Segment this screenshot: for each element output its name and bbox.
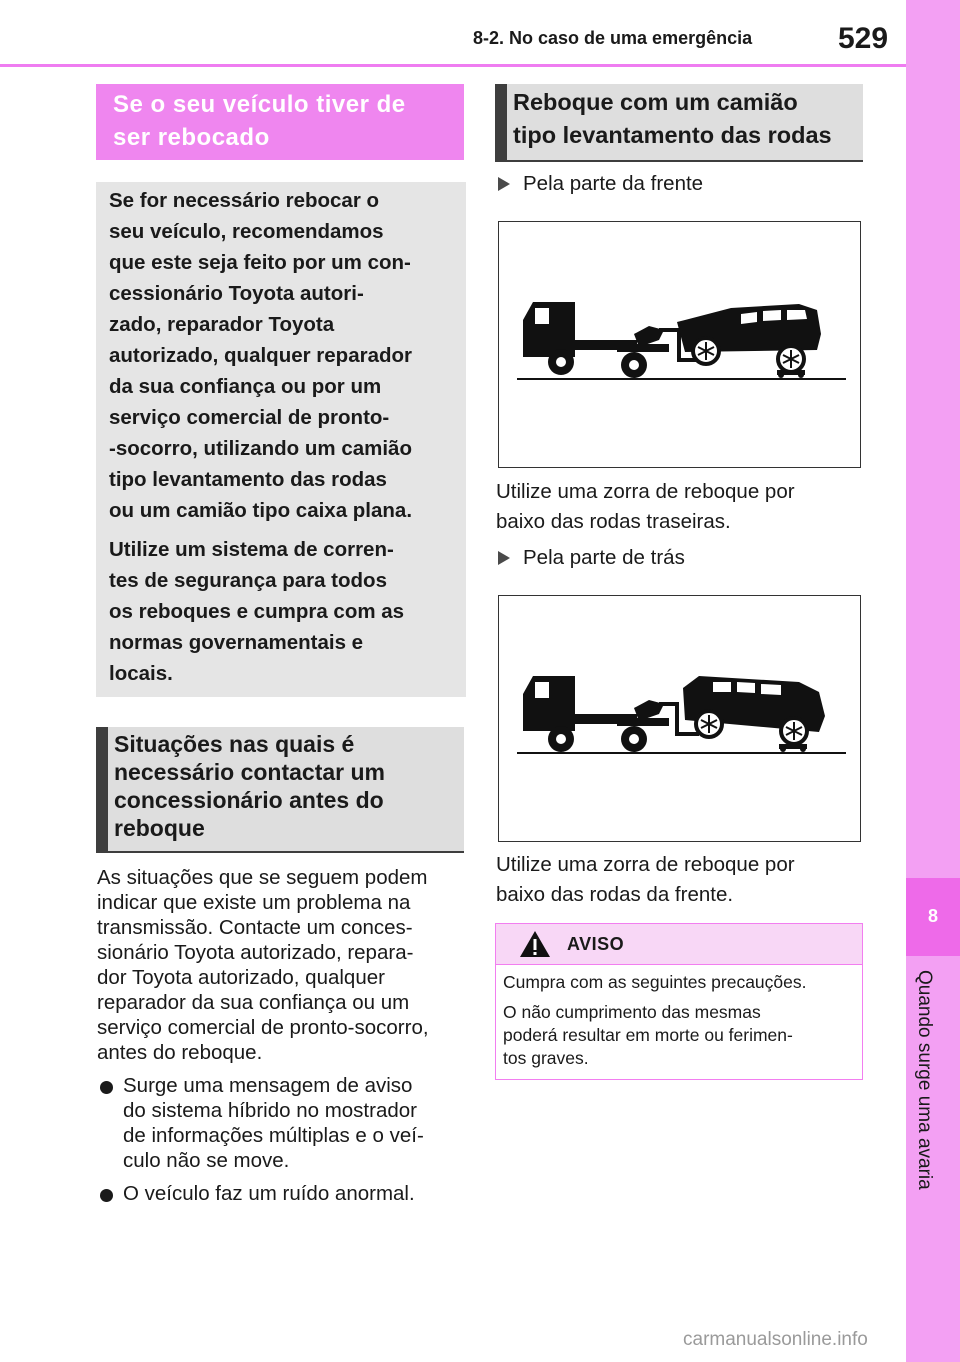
tow-truck-rear-icon <box>499 596 862 843</box>
intro-line: sionário Toyota autorizado, repara- <box>97 941 414 964</box>
situations-heading-line: concessionário antes do <box>114 787 384 813</box>
warning-box <box>495 923 863 1080</box>
caption-line: Utilize uma zorra de reboque por <box>496 480 795 503</box>
page-number: 529 <box>838 22 889 55</box>
front-tow-label <box>498 172 703 196</box>
intro-line: dor Toyota autorizado, qualquer <box>97 966 385 989</box>
info-paragraph-1 <box>109 185 454 526</box>
main-heading <box>96 84 464 160</box>
rear-tow-illustration <box>498 595 861 842</box>
towing-heading-line: tipo levantamento das rodas <box>513 122 832 148</box>
info-line: -socorro, utilizando um camião <box>109 437 412 460</box>
info-line: tipo levantamento das rodas <box>109 468 387 491</box>
towing-heading <box>495 84 863 162</box>
bullet-item <box>100 1073 465 1173</box>
warning-title: AVISO <box>567 934 625 954</box>
intro-line: serviço comercial de pronto-socorro, <box>97 1016 429 1039</box>
situations-intro <box>97 865 467 1065</box>
intro-line: indicar que existe um problema na <box>97 891 411 914</box>
bullet-dot <box>100 1189 113 1202</box>
intro-line: As situações que se seguem podem <box>97 866 428 889</box>
caption-line: Utilize uma zorra de reboque por <box>496 853 795 876</box>
main-heading-line: ser rebocado <box>113 124 270 151</box>
intro-line: transmissão. Contacte um conces- <box>97 916 413 939</box>
info-line: Utilize um sistema de corren- <box>109 538 394 561</box>
chapter-title: Quando surge uma avaria <box>914 970 935 1190</box>
rear-tow-label-text: Pela parte de trás <box>523 546 685 569</box>
warning-text-1: Cumpra com as seguintes precauções. <box>503 972 807 992</box>
info-line: zado, reparador Toyota <box>109 313 335 336</box>
warning-line: poderá resultar em morte ou ferimen- <box>503 1025 793 1045</box>
info-line: que este seja feito por um con- <box>109 251 411 274</box>
bullet-dot <box>100 1081 113 1094</box>
towing-heading-line: Reboque com um camião <box>513 89 798 115</box>
bullet-line: de informações múltiplas e o veí- <box>123 1124 424 1147</box>
info-line: tes de segurança para todos <box>109 569 387 592</box>
rear-tow-label <box>498 546 685 570</box>
header-divider <box>0 64 906 67</box>
bullet-line: Surge uma mensagem de aviso <box>123 1074 413 1097</box>
intro-line: antes do reboque. <box>97 1041 263 1064</box>
main-heading-line: Se o seu veículo tiver de <box>113 91 406 118</box>
caption-line: baixo das rodas traseiras. <box>496 510 731 533</box>
section-title: 8-2. No caso de uma emergência <box>473 28 753 48</box>
info-paragraph-2 <box>109 534 454 689</box>
warning-line: tos graves. <box>503 1048 589 1068</box>
warning-title-bar <box>496 924 862 965</box>
info-line: ou um camião tipo caixa plana. <box>109 499 413 522</box>
bullet-line: culo não se move. <box>123 1149 290 1172</box>
front-tow-label-text: Pela parte da frente <box>523 172 704 195</box>
watermark: carmanualsonline.info <box>683 1329 868 1350</box>
warning-text-2 <box>503 1001 853 1070</box>
front-tow-caption <box>496 477 795 537</box>
info-line: da sua confiança ou por um <box>109 375 382 398</box>
info-line: Se for necessário rebocar o <box>109 189 380 212</box>
info-line: locais. <box>109 662 173 685</box>
intro-line: reparador da sua confiança ou um <box>97 991 410 1014</box>
warning-line: O não cumprimento das mesmas <box>503 1002 761 1022</box>
info-line: seu veículo, recomendamos <box>109 220 384 243</box>
tow-truck-front-icon <box>499 222 862 469</box>
caption-line: baixo das rodas da frente. <box>496 883 734 906</box>
chapter-number: 8 <box>927 906 938 926</box>
situations-heading-line: reboque <box>114 815 205 841</box>
info-line: serviço comercial de pronto- <box>109 406 390 429</box>
situations-heading-line: Situações nas quais é <box>114 731 355 757</box>
bullet-line: O veículo faz um ruído anormal. <box>123 1182 415 1205</box>
situations-heading <box>96 727 464 853</box>
info-box <box>96 182 466 697</box>
info-line: os reboques e cumpra com as <box>109 600 405 623</box>
info-line: normas governamentais e <box>109 631 364 654</box>
info-line: autorizado, qualquer reparador <box>109 344 412 367</box>
rear-tow-caption <box>496 850 795 910</box>
arrow-icon <box>498 177 510 191</box>
front-tow-illustration <box>498 221 861 468</box>
arrow-icon <box>498 551 510 565</box>
bullet-item <box>100 1181 465 1206</box>
situations-heading-line: necessário contactar um <box>114 759 386 785</box>
info-line: cessionário Toyota autori- <box>109 282 364 305</box>
bullet-line: do sistema híbrido no mostrador <box>123 1099 417 1122</box>
warning-triangle-icon <box>519 930 551 958</box>
